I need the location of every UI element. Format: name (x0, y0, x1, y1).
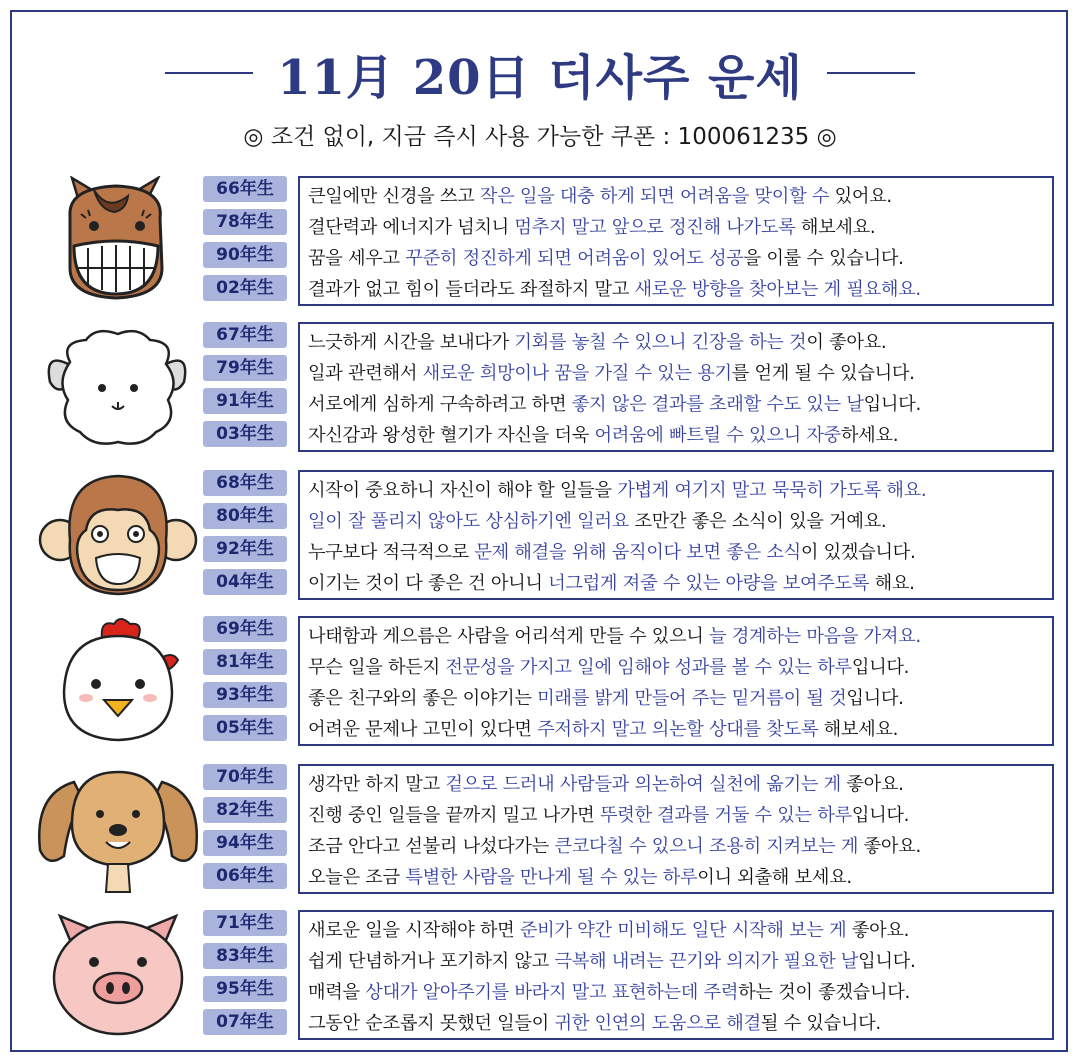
year-badge: 70年生 (203, 764, 287, 790)
fortune-highlight: 늘 경계하는 마음을 가져요. (709, 626, 921, 647)
fortune-highlight: 너그럽게 져줄 수 있는 아량을 보여주도록 (548, 573, 870, 594)
fortune-line (308, 915, 1046, 946)
fortune-line (308, 506, 1046, 537)
fortune-line (308, 274, 1046, 305)
fortune-highlight: 새로운 방향을 찾아보는 게 필요해요. (634, 279, 921, 300)
fortune-row (0, 910, 1080, 1040)
fortune-text: 새로운 일을 시작해야 하면 (308, 920, 520, 941)
birth-year-list (203, 616, 293, 748)
fortune-line (308, 1008, 1046, 1039)
year-badge: 78年生 (203, 209, 287, 235)
fortune-text: 조만간 좋은 소식이 있을 거예요. (628, 511, 887, 532)
fortune-text: 그동안 순조롭지 못했던 일들이 (308, 1013, 555, 1034)
fortune-highlight: 큰코다칠 수 있으니 조용히 지켜보는 게 (554, 836, 859, 857)
year-badge: 82年生 (203, 797, 287, 823)
horse-icon (30, 176, 205, 306)
fortune-highlight: 좋지 않은 결과를 초래할 수도 있는 날 (571, 394, 864, 415)
fortune-line (308, 683, 1046, 714)
fortune-line (308, 420, 1046, 451)
fortune-box (298, 322, 1054, 452)
fortune-text: 꿈을 세우고 (308, 248, 406, 269)
fortune-text: 입니다. (851, 805, 910, 826)
fortune-text: 이니 외출해 보세요. (697, 867, 852, 888)
fortune-text: 생각만 하지 말고 (308, 774, 446, 795)
fortune-highlight: 특별한 사람을 만나게 될 수 있는 하루 (405, 867, 698, 888)
fortune-line (308, 621, 1046, 652)
fortune-text: 좋은 친구와의 좋은 이야기는 (308, 688, 538, 709)
fortune-highlight: 가볍게 여기지 말고 묵묵히 가도록 해요. (617, 480, 927, 501)
fortune-line (308, 568, 1046, 599)
sheep-icon (30, 322, 205, 452)
fortune-highlight: 귀한 인연의 도움으로 해결 (554, 1013, 761, 1034)
fortune-line (308, 537, 1046, 568)
fortune-text: 해보세요. (818, 719, 899, 740)
fortune-text: 어려운 문제나 고민이 있다면 (308, 719, 538, 740)
fortune-highlight: 미래를 밝게 만들어 주는 밑거름이 될 것 (537, 688, 847, 709)
fortune-text: 입니다. (863, 394, 921, 415)
fortune-row (0, 470, 1080, 600)
year-badge: 80年生 (203, 503, 287, 529)
year-badge: 90年生 (203, 242, 287, 268)
fortune-highlight: 극복해 내려는 끈기와 의지가 필요한 날 (554, 951, 859, 972)
fortune-highlight: 기회를 놓칠 수 있으니 긴장을 하는 것 (514, 332, 807, 353)
year-badge: 95年生 (203, 976, 287, 1002)
fortune-text: 해요. (869, 573, 915, 594)
fortune-row (0, 176, 1080, 306)
year-badge: 71年生 (203, 910, 287, 936)
title-bar (0, 38, 1080, 108)
fortune-text: 매력을 (308, 982, 366, 1003)
year-badge: 91年生 (203, 388, 287, 414)
year-badge: 92年生 (203, 536, 287, 562)
year-badge: 94年生 (203, 830, 287, 856)
fortune-line (308, 769, 1046, 800)
fortune-text: 될 수 있습니다. (760, 1013, 881, 1034)
fortune-row (0, 764, 1080, 894)
fortune-line (308, 181, 1046, 212)
fortune-text: 를 얻게 될 수 있습니다. (731, 363, 915, 384)
coupon-notice: ◎ 조건 없이, 지금 즉시 사용 가능한 쿠폰 : 100061235 ◎ (243, 124, 837, 150)
fortune-text: 조금 안다고 섣불리 나섰다가는 (308, 836, 555, 857)
fortune-text: 큰일에만 신경을 쓰고 (308, 186, 480, 207)
birth-year-list (203, 322, 293, 454)
year-badge: 93年生 (203, 682, 287, 708)
title-rule-right (827, 72, 915, 74)
fortune-row (0, 322, 1080, 452)
fortune-highlight: 일이 잘 풀리지 않아도 상심하기엔 일러요 (308, 511, 629, 532)
rooster-icon (30, 616, 205, 746)
fortune-line (308, 862, 1046, 893)
fortune-text: 오늘은 조금 (308, 867, 406, 888)
fortune-line (308, 652, 1046, 683)
fortune-highlight: 준비가 약간 미비해도 일단 시작해 보는 게 (519, 920, 847, 941)
birth-year-list (203, 910, 293, 1042)
fortune-text: 시작이 중요하니 자신이 해야 할 일들을 (308, 480, 618, 501)
fortune-highlight: 멈추지 말고 앞으로 정진해 나가도록 (514, 217, 796, 238)
year-badge: 79年生 (203, 355, 287, 381)
fortune-text: 무슨 일을 하든지 (308, 657, 446, 678)
fortune-text: 이기는 것이 다 좋은 건 아니니 (308, 573, 549, 594)
fortune-text: 서로에게 심하게 구속하려고 하면 (308, 394, 572, 415)
fortune-highlight: 겉으로 드러내 사람들과 의논하여 실천에 옮기는 게 (445, 774, 841, 795)
year-badge: 83年生 (203, 943, 287, 969)
fortune-text: 좋아요. (840, 774, 904, 795)
fortune-line (308, 212, 1046, 243)
fortune-line (308, 831, 1046, 862)
year-badge: 02年生 (203, 275, 287, 301)
fortune-line (308, 358, 1046, 389)
fortune-text: 나태함과 게으름은 사람을 어리석게 만들 수 있으니 (308, 626, 710, 647)
fortune-row (0, 616, 1080, 746)
birth-year-list (203, 176, 293, 308)
fortune-text: 결과가 없고 힘이 들더라도 좌절하지 말고 (308, 279, 635, 300)
fortune-text: 느긋하게 시간을 보내다가 (308, 332, 515, 353)
fortune-highlight: 새로운 희망이나 꿈을 가질 수 있는 용기 (422, 363, 732, 384)
fortune-text: 을 이룰 수 있습니다. (743, 248, 904, 269)
fortune-text: 좋아요. (846, 920, 910, 941)
fortune-text: 누구보다 적극적으로 (308, 542, 475, 563)
fortune-box (298, 764, 1054, 894)
year-badge: 66年生 (203, 176, 287, 202)
year-badge: 04年生 (203, 569, 287, 595)
fortune-highlight: 꾸준히 정진하게 되면 어려움이 있어도 성공 (405, 248, 744, 269)
fortune-text: 하는 것이 좋겠습니다. (738, 982, 910, 1003)
fortune-text: 있어요. (829, 186, 892, 207)
fortune-text: 해보세요. (795, 217, 876, 238)
fortune-text: 일과 관련해서 (308, 363, 423, 384)
fortune-text: 결단력과 에너지가 넘치니 (308, 217, 515, 238)
fortune-highlight: 전문성을 가지고 일에 임해야 성과를 볼 수 있는 하루 (445, 657, 852, 678)
fortune-text: 이 있겠습니다. (800, 542, 916, 563)
pig-icon (30, 910, 205, 1040)
fortune-highlight: 상대가 알아주기를 바라지 말고 표현하는데 주력 (365, 982, 739, 1003)
fortune-text: 쉽게 단념하거나 포기하지 않고 (308, 951, 555, 972)
year-badge: 81年生 (203, 649, 287, 675)
fortune-line (308, 977, 1046, 1008)
year-badge: 05年生 (203, 715, 287, 741)
fortune-highlight: 문제 해결을 위해 움직이다 보면 좋은 소식 (474, 542, 801, 563)
year-badge: 07年生 (203, 1009, 287, 1035)
dog-icon (30, 764, 205, 894)
year-badge: 67年生 (203, 322, 287, 348)
year-badge: 68年生 (203, 470, 287, 496)
fortune-line (308, 714, 1046, 745)
fortune-line (308, 475, 1046, 506)
birth-year-list (203, 764, 293, 896)
fortune-highlight: 주저하지 말고 의논할 상대를 찾도록 (537, 719, 819, 740)
birth-year-list (203, 470, 293, 602)
title-rule-left (165, 72, 253, 74)
year-badge: 06年生 (203, 863, 287, 889)
fortune-text: 이 좋아요. (806, 332, 887, 353)
fortune-line (308, 389, 1046, 420)
year-badge: 69年生 (203, 616, 287, 642)
fortune-box (298, 470, 1054, 600)
page-title: 11月 20日 더사주 운세 (277, 49, 803, 106)
fortune-box (298, 176, 1054, 306)
fortune-text: 입니다. (851, 657, 910, 678)
fortune-box (298, 910, 1054, 1040)
fortune-line (308, 800, 1046, 831)
fortune-text: 입니다. (858, 951, 916, 972)
fortune-text: 진행 중인 일들을 끝까지 밀고 나가면 (308, 805, 600, 826)
monkey-icon (30, 470, 205, 600)
fortune-text: 자신감과 왕성한 혈기가 자신을 더욱 (308, 425, 595, 446)
fortune-text: 좋아요. (858, 836, 921, 857)
fortune-line (308, 327, 1046, 358)
fortune-line (308, 946, 1046, 977)
fortune-highlight: 뚜렷한 결과를 거둘 수 있는 하루 (599, 805, 852, 826)
fortune-box (298, 616, 1054, 746)
fortune-line (308, 243, 1046, 274)
fortune-text: 입니다. (846, 688, 904, 709)
fortune-highlight: 어려움에 빠트릴 수 있으니 자중 (594, 425, 841, 446)
year-badge: 03年生 (203, 421, 287, 447)
fortune-text: 하세요. (840, 425, 899, 446)
fortune-highlight: 작은 일을 대충 하게 되면 어려움을 맞이할 수 (479, 186, 830, 207)
